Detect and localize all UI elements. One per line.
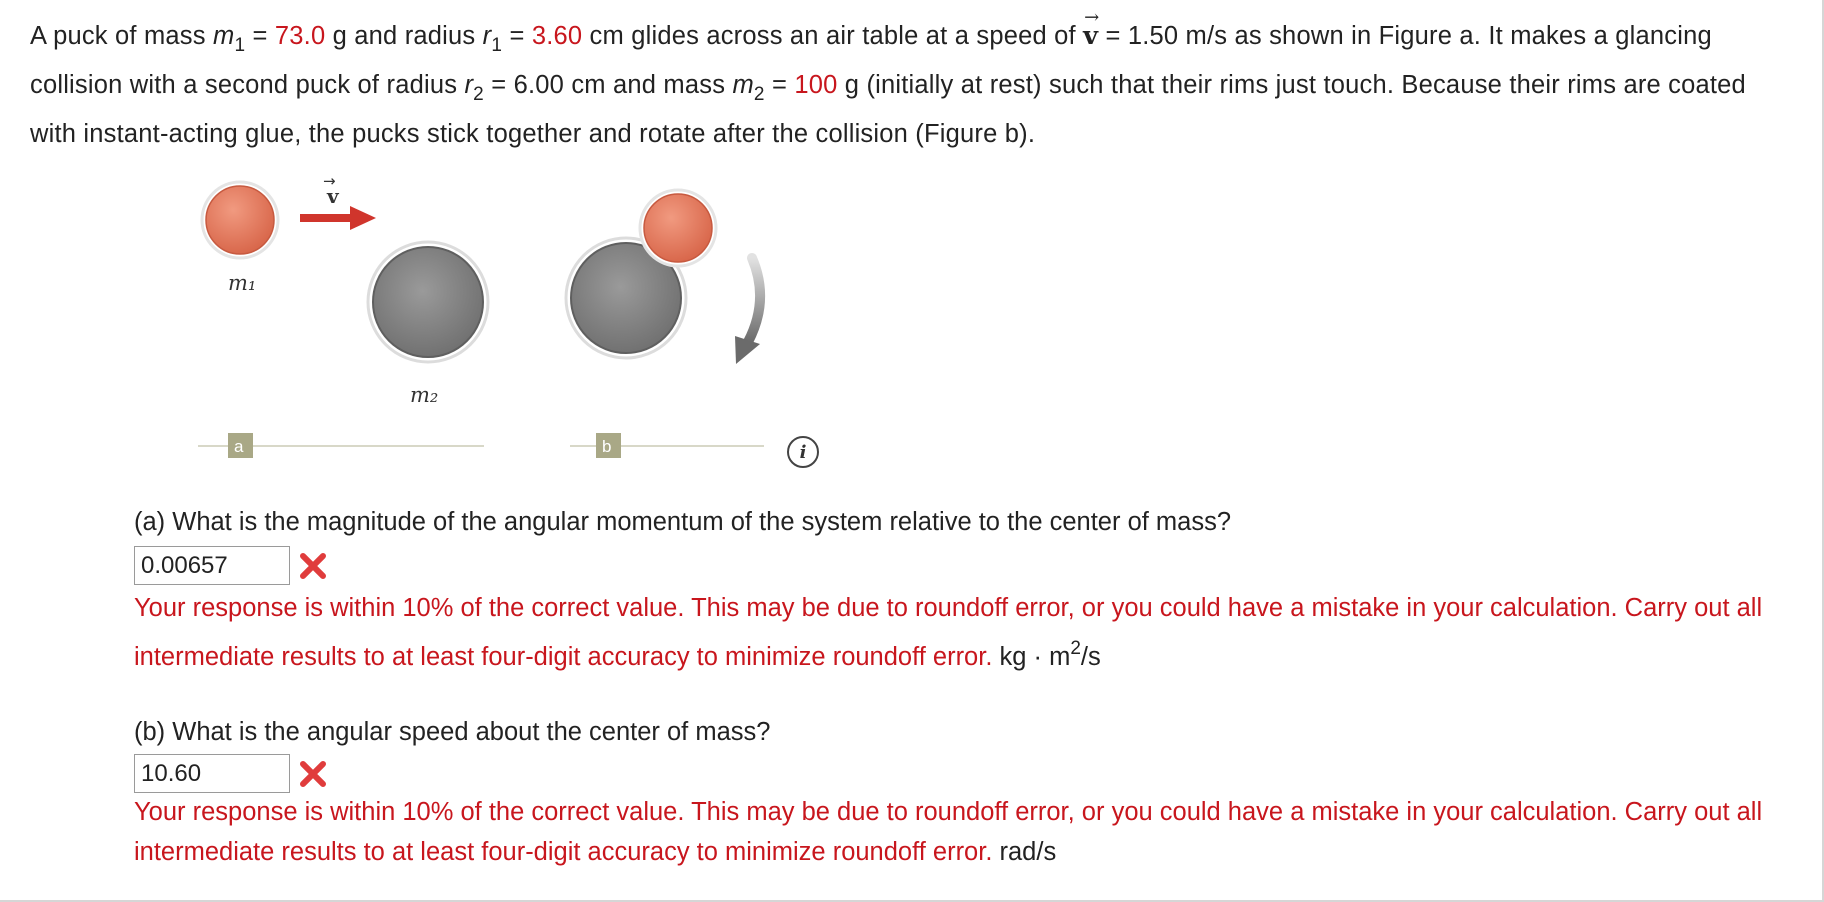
unit-b: rad/s <box>992 838 1057 866</box>
puck-m1-combined <box>640 190 716 266</box>
velocity-vector-symbol: → v <box>1083 12 1098 61</box>
m1-value: 73.0 <box>274 22 326 50</box>
m2-value: 100 <box>794 71 838 99</box>
label-m1: m₁ <box>228 271 257 295</box>
puck-m1 <box>202 182 278 258</box>
answer-a-input[interactable] <box>134 546 290 585</box>
label-m2: m₂ <box>410 383 439 407</box>
feedback-a: Your response is within 10% of the correct value. This may be due to roundoff error, or you could have a mistake in your calculation. Carry out all intermediate results to at least four-digit accuracy to minimize roundoff error. kg · $m^2/s$ <box>134 594 1763 671</box>
arrow-over-v: → <box>323 172 336 190</box>
label-v: v <box>327 184 339 208</box>
puck-m2 <box>368 242 488 362</box>
figure-a-label <box>228 433 253 458</box>
incorrect-icon <box>298 551 328 581</box>
question-a: (a) What is the magnitude of the angular momentum of the system relative to the center of mass? <box>134 508 1232 536</box>
info-icon[interactable]: i <box>787 436 819 468</box>
unit-a: kg · $m^2/s$ <box>992 638 1101 671</box>
answer-a-row <box>134 546 328 585</box>
answer-b-row <box>134 754 328 793</box>
incorrect-icon <box>298 759 328 789</box>
figure-b-label <box>596 433 621 458</box>
svg-text:a: a <box>234 437 244 456</box>
question-b: (b) What is the angular speed about the center of mass? <box>134 718 771 746</box>
answer-b-input[interactable] <box>134 754 290 793</box>
r1-value: 3.60 <box>531 22 583 50</box>
problem-statement: A puck of mass $m_1 = 73.0$ g and radius $r_1 = 3.60$ cm glides across an air table at a speed of → v = 1.50 m/s as shown in Figure a. It makes a glancing collision with a second puck of radius $r_2 = 6.00$ cm and mass $m_2 = 100$ g (initially at rest) such that their rims just touch. Because their rims are coated with instant-acting glue, the pucks stick together and rotate after the collision (Figure b). <box>30 12 1790 159</box>
svg-text:b: b <box>602 437 612 456</box>
feedback-b: Your response is within 10% of the correct value. This may be due to roundoff error, or you could have a mistake in your calculation. Carry out all intermediate results to at least four-digit accuracy to minimize roundoff error. rad/s <box>134 798 1763 866</box>
